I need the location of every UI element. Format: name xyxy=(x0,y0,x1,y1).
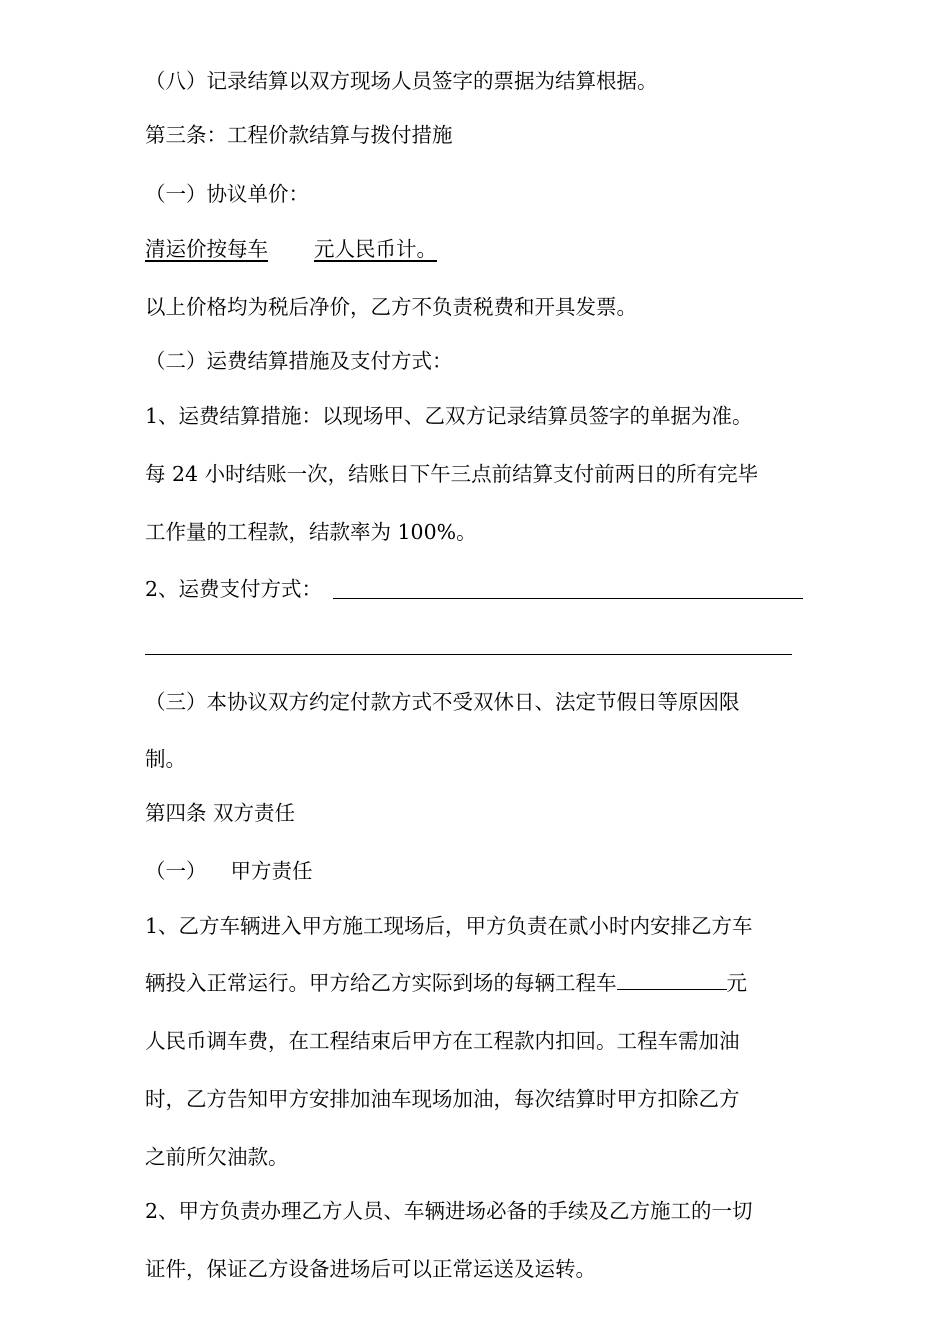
party-a-item-1-line-5 xyxy=(145,1143,289,1171)
text: 以上价格均为税后净价，乙方不负责税费和开具发票。 xyxy=(145,295,637,319)
section-2-payment xyxy=(145,347,453,375)
payment-method-blank xyxy=(333,598,803,599)
party-a-item-1-line-4 xyxy=(145,1085,740,1113)
text: 1、乙方车辆进入甲方施工现场后，甲方负责在贰小时内安排乙方车 xyxy=(145,914,753,938)
text: 制。 xyxy=(145,747,186,771)
text: （八）记录结算以双方现场人员签字的票据为结算根据。 xyxy=(145,69,658,93)
party-a-item-1 xyxy=(145,912,753,940)
article-4-heading xyxy=(145,799,295,827)
payment-method-blank-line-2 xyxy=(145,654,792,655)
text: 工作量的工程款，结款率为 100%。 xyxy=(145,520,477,544)
text: （二）运费结算措施及支付方式： xyxy=(145,349,453,373)
text: 元 xyxy=(726,971,747,995)
item-2-payment-method xyxy=(145,575,322,603)
text: 清运价按每车 xyxy=(145,237,268,261)
text: 2、甲方负责办理乙方人员、车辆进场必备的手续及乙方施工的一切 xyxy=(145,1199,753,1223)
section-3-line-2 xyxy=(145,745,186,773)
item-1-line-3 xyxy=(145,518,477,546)
text: 第三条：工程价款结算与拨付措施 xyxy=(145,123,453,147)
text: （三）本协议双方约定付款方式不受双休日、法定节假日等原因限 xyxy=(145,690,740,714)
party-a-item-1-line-3 xyxy=(145,1027,740,1055)
text: 人民币调车费，在工程结束后甲方在工程款内扣回。工程车需加油 xyxy=(145,1029,740,1053)
section-3-holidays xyxy=(145,688,740,716)
section-1-unit-price xyxy=(145,180,309,208)
party-a-item-2-line-2 xyxy=(145,1255,596,1283)
unit-price-line xyxy=(145,235,437,263)
text: 元人民币计。 xyxy=(314,237,437,261)
text: （一）协议单价： xyxy=(145,182,309,206)
text: 每 24 小时结账一次，结账日下午三点前结算支付前两日的所有完毕 xyxy=(145,462,759,486)
clause-8-settlement-basis xyxy=(145,67,658,95)
text: 之前所欠油款。 xyxy=(145,1145,289,1169)
item-1-line-2 xyxy=(145,460,758,488)
article-3-heading xyxy=(145,121,453,149)
text: 1、运费结算措施：以现场甲、乙双方记录结算员签字的单据为准。 xyxy=(145,404,753,428)
section-1-party-a xyxy=(145,857,313,885)
party-a-item-2 xyxy=(145,1197,753,1225)
text: 辆投入正常运行。甲方给乙方实际到场的每辆工程车 xyxy=(145,971,617,995)
text: 第四条 双方责任 xyxy=(145,801,296,825)
text: 证件，保证乙方设备进场后可以正常运送及运转。 xyxy=(145,1257,596,1281)
dispatch-fee-blank xyxy=(617,969,727,990)
text: 2、运费支付方式： xyxy=(145,577,323,601)
text: 时，乙方告知甲方安排加油车现场加油，每次结算时甲方扣除乙方 xyxy=(145,1087,740,1111)
party-a-item-1-line-2 xyxy=(145,969,747,997)
price-note xyxy=(145,293,637,321)
item-1-settlement xyxy=(145,402,753,430)
text: 甲方责任 xyxy=(230,859,313,883)
text: （一） xyxy=(145,859,207,883)
